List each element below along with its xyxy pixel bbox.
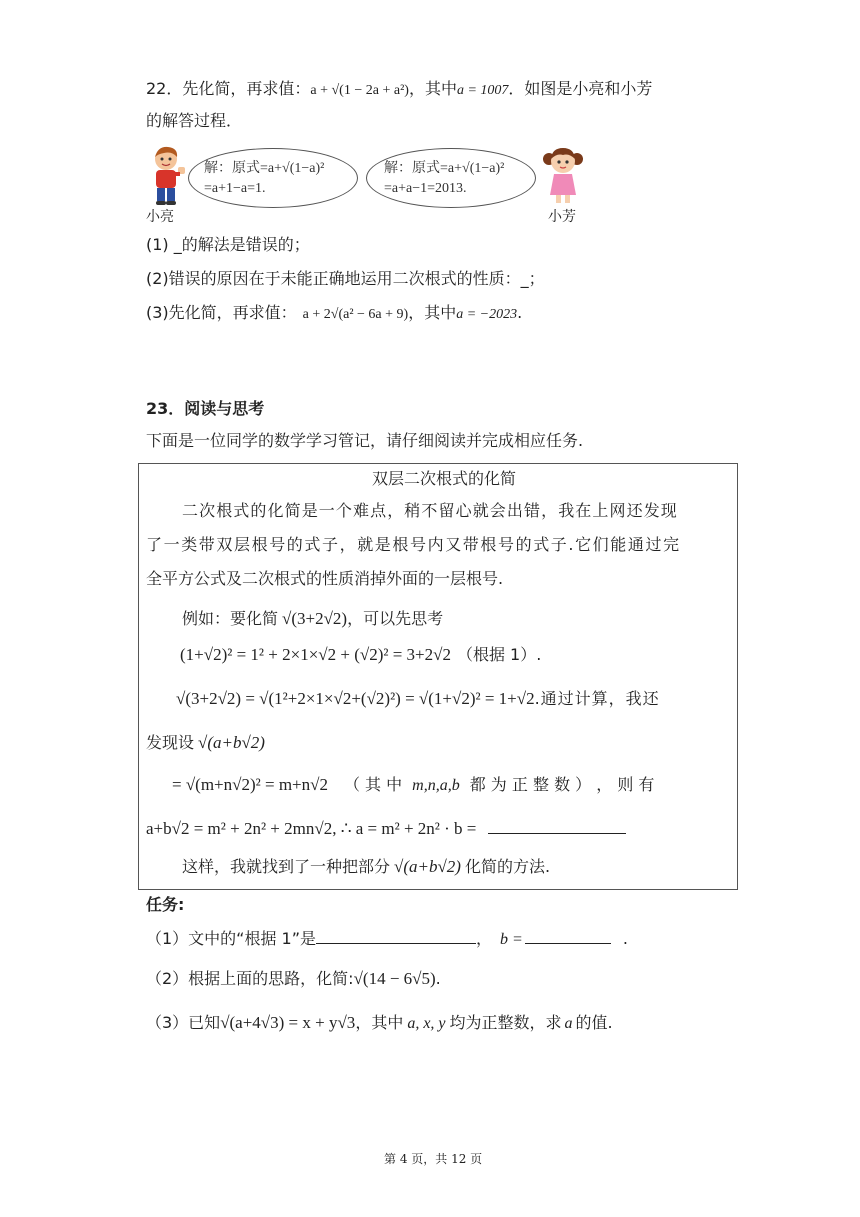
task1-var: b =: [500, 931, 523, 948]
task3-text-d: 的值.: [575, 1013, 613, 1032]
task2-text: （2）根据上面的思路，化简:: [146, 969, 354, 988]
q22-stem-line2: 的解答过程．: [146, 111, 243, 130]
example-tail: ，可以先思考: [347, 609, 444, 628]
task3-text-b: ，其中: [355, 1013, 404, 1032]
q22-stem: [146, 78, 652, 102]
q23-intro: 下面是一位同学的数学学习管记，请仔细阅读并完成相应任务.: [146, 431, 584, 450]
tasks-heading: 任务:: [146, 895, 185, 914]
task3-var: a: [564, 1015, 573, 1032]
equation3-note: （ 其 中: [343, 775, 403, 794]
box-paragraph-line3: 全平方公式及二次根式的性质消掉外面的一层根号.: [146, 569, 504, 588]
task1-text: （1）文中的“根据 1”是: [146, 929, 317, 948]
xiaoliang-label: 小亮: [146, 209, 174, 225]
task3-expression: √(a+4√3) = x + y√3: [220, 1013, 356, 1032]
box-paragraph-line1: 二次根式的化简是一个难点，稍不留心就会出错，我在上网还发现: [182, 501, 678, 520]
equation2-line: [176, 688, 660, 710]
equation2: √(3+2√2) = √(1²+2×1×√2+(√2)²) = √(1+√2)² = 1+√2: [176, 689, 535, 708]
found-line: [146, 732, 265, 754]
xiaofang-solution-bubble: [366, 148, 536, 208]
task1-comma: ，: [476, 929, 493, 948]
q22-part2: (2)错误的原因在于未能正确地运用二次根式的性质：_；: [146, 269, 545, 288]
equation3-line: [172, 774, 654, 797]
box-paragraph-line2: 了一类带双层根号的式子，就是根号内又带根号的式子.它们能通过完: [146, 535, 681, 554]
task2-expression: √(14 − 6√5): [353, 969, 436, 988]
example-intro: 例如：要化简: [182, 609, 279, 628]
task1-line: [146, 928, 628, 951]
closing-line: [182, 856, 550, 878]
q22-part3: [146, 302, 522, 326]
xiaofang-girl-image: [542, 145, 584, 207]
task1-b-blank[interactable]: [525, 929, 611, 944]
task1-answer-blank[interactable]: [316, 929, 476, 944]
xiaofang-label: 小芳: [548, 209, 576, 225]
q22-stem-c: ．如图是小亮和小芳: [508, 79, 653, 98]
task2-end: .: [435, 969, 441, 988]
page-footer: 第 4 页，共 12 页: [384, 1152, 483, 1166]
equation4: a+b√2 = m² + 2n² + 2mn√2, ∴ a = m² + 2n² · b =: [146, 819, 477, 838]
q22-part3-text-b: ，其中: [408, 303, 457, 322]
equation2-tail: .通过计算，我还: [534, 689, 660, 708]
xiaofang-solution-line1: 解：原式=a+√(1−a)²: [384, 161, 505, 176]
q22-stem-a: 先化简，再求值：: [182, 79, 311, 98]
q22-part3-text: (3)先化简，再求值：: [146, 303, 297, 322]
equation1-line: [180, 644, 541, 666]
q22-number: 22．: [146, 79, 183, 98]
closing-expression: √(a+b√2): [394, 857, 461, 876]
q22-condition: a = 1007: [456, 83, 509, 98]
equation3-note2: 都 为 正 整 数 ） ， 则 有: [469, 775, 655, 794]
task3-line: [146, 1012, 613, 1035]
xiaofang-solution-line2: =a+a−1=2013.: [384, 181, 467, 196]
q22-stem-b: ，其中: [408, 79, 457, 98]
equation4-answer-blank[interactable]: [488, 819, 626, 834]
xiaoliang-solution-line1: 解：原式=a+√(1−a)²: [204, 161, 325, 176]
equation4-line: [146, 818, 626, 840]
example-expression: √(3+2√2): [282, 609, 348, 628]
example-line: [182, 608, 443, 630]
found-text: 发现设: [146, 733, 195, 752]
q22-part3-end: .: [517, 303, 523, 322]
q22-part3-expression: a + 2√(a² − 6a + 9): [302, 307, 409, 322]
q22-expression: a + √(1 − 2a + a²): [310, 83, 409, 98]
task1-end: .: [622, 929, 628, 948]
found-expression: √(a+b√2): [198, 733, 265, 752]
equation1-note: （根据 1）.: [456, 645, 542, 664]
task3-text: （3）已知: [146, 1013, 221, 1032]
box-title: 双层二次根式的化简: [372, 469, 517, 488]
q22-part1: (1) _的解法是错误的；: [146, 235, 310, 254]
closing-text: 这样，我就找到了一种把部分: [182, 857, 391, 876]
xiaoliang-solution-line2: =a+1−a=1.: [204, 181, 266, 196]
xiaoliang-boy-image: [146, 145, 188, 207]
closing-text-b: 化简的方法.: [464, 857, 551, 876]
q23-title: 23．阅读与思考: [146, 399, 265, 418]
task3-vars: a, x, y: [407, 1015, 446, 1032]
task2-line: [146, 968, 441, 990]
equation1: (1+√2)² = 1² + 2×1×√2 + (√2)² = 3+2√2: [180, 645, 451, 664]
q22-part3-condition: a = −2023: [456, 307, 518, 322]
equation3: = √(m+n√2)² = m+n√2: [172, 775, 328, 794]
xiaoliang-solution-bubble: [188, 148, 358, 208]
equation3-vars: m,n,a,b: [412, 777, 460, 794]
task3-text-c: 均为正整数，求: [449, 1013, 562, 1032]
